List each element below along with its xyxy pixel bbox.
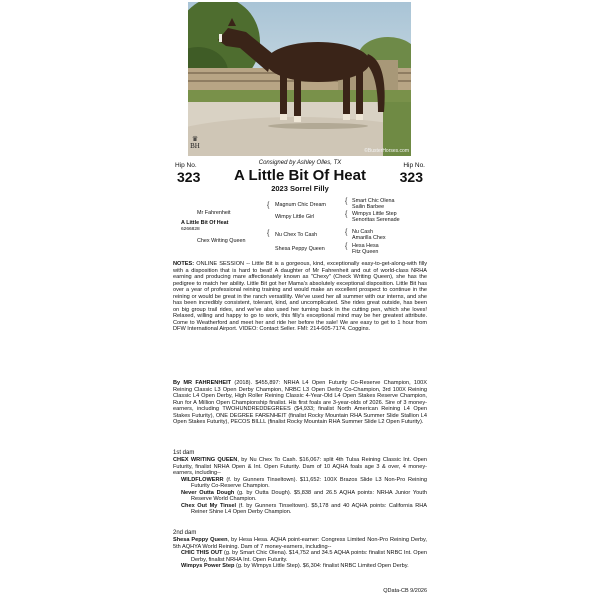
footer-code: QData-CB 9/2026 xyxy=(383,588,427,594)
hip-number-right: 323 xyxy=(399,169,423,185)
sire-lead: By MR FAHRENHEIT xyxy=(173,380,232,386)
hip-number-left: 323 xyxy=(177,169,201,185)
produce-text: (g. by Smart Chic Olena). $14,752 and 34.5 AQHA points: finalist NRBC Int. Open Derby, finalist NRHA Int. Open Futurity. xyxy=(191,550,427,563)
second-dam-section xyxy=(173,530,427,570)
pedigree-bracket: { xyxy=(345,243,348,250)
pedigree-ggp: Hesa Hesa xyxy=(352,243,379,249)
pedigree-bracket: { xyxy=(345,229,348,236)
sire-paragraph xyxy=(173,380,427,426)
produce-name: CHIC THIS OUT xyxy=(181,550,223,557)
pedigree-sire-sire: Magnum Chic Dream xyxy=(275,202,326,208)
pedigree-reg-number: 6266828 xyxy=(181,227,200,232)
logo-mark: ♛ xyxy=(191,135,199,143)
produce-item xyxy=(173,563,427,570)
pedigree-ggp: Sailin Barbee xyxy=(352,204,385,210)
pedigree-ggp: Wimpys Little Step xyxy=(352,211,397,217)
pedigree-sire-dam: Wimpy Little Girl xyxy=(275,214,315,220)
horse-name: A Little Bit Of Heat xyxy=(234,167,366,184)
horse-photo xyxy=(188,2,411,156)
produce-item xyxy=(173,503,427,516)
sire-text: (2018). $455,897: NRHA L4 Open Futurity Co-Reserve Champion, 100X Reining Classic L3 Open Derby Champion, NRBC L3 Open Derby Co-Champion, 3rd 100X Reining Classic L4 Open Derby, High Roller Reining Classic 4-Year-Old L4 Open Stakes Reserve Champion, Run for A Million Open Championship finalist. His first foals are 3-year-olds of 2026. Sire of 3 money-earners, including TWOHUNDREDDEGREES ($4,933; finalist North American Reining L4 Open Stakes Futurity), ONE DEGREE FARENHEIT (finalist Rocky Mountain RHA Summer Slide Stallion L4 Open Stakes Futurity), PECOS BILLL (finalist Rocky Mountain RHA Summer Slide L2 Open Futurity). xyxy=(173,380,427,426)
produce-item xyxy=(173,490,427,503)
pedigree-ggp: Smart Chic Olena xyxy=(352,198,395,204)
pedigree-bracket: { xyxy=(345,211,348,218)
horse-description: 2023 Sorrel Filly xyxy=(271,184,329,193)
second-dam-text: , by Hesa Hesa. AQHA point-earner: Congress Limited Non-Pro Reining Derby, 5th AQHYA World Reining. Dam of 7 money-earners, including-- xyxy=(173,537,427,550)
first-dam-paragraph xyxy=(173,457,427,477)
pedigree-ggp: Nu Cash xyxy=(352,229,373,235)
pedigree-bracket: { xyxy=(345,198,348,205)
produce-text: (g. by Wimpys Little Step). $6,304: finalist NRBC Limited Open Derby. xyxy=(234,563,409,570)
catalog-page xyxy=(169,0,431,600)
horse-photo-image xyxy=(188,2,411,156)
notes-paragraph xyxy=(173,261,427,333)
pedigree-subject: A Little Bit Of Heat xyxy=(181,220,229,226)
notes-text: ONLINE SESSION -- Little Bit is a gorgeous, kind, exceptionally easy-to-get-along-with filly with a disposition that is hard to beat! A daughter of Mr Fahrenheit and out of world-class NRHA earning and producing mare affectionately known as "Chexy" (Check Writing Queen), she has the pedigree to match her ability. Little Bit got her Mama's absolutely exceptional disposition. Little Bit has over a year of professional reining training and would make an excellent prospect to continue in the reining or would be great in the ranch versatility. We've used her all summer with our interns, and she has been incredibly consistent, tolerant, kind, and uncomplicated. She rides great outside, has been on big group trail rides, and we've also used her turning back in the cutting pen, which she loves! Relaxed, willing and happy to go to work, this filly's exceptional mind may be her greatest attribute. Come to Weatherford and meet her and ride her before the sale! We are easy to get to 1 hour from DFW International Airport. VIDEO: Contact Seller. FMI: 214-605-7174. Coggins. xyxy=(173,261,427,333)
first-dam-name: CHEX WRITING QUEEN xyxy=(173,457,238,463)
first-dam-text: , by Nu Chex To Cash. $16,067: split 4th Tulsa Reining Classic Int. Open Futurity, finalist NRHA Open & Int. Open Futurity. Dam of 10 AQHA foals age 3 & over, 4 money-earners, including-- xyxy=(173,457,427,477)
pedigree-sire: Mr Fahrenheit xyxy=(197,210,231,216)
pedigree-dam: Chex Writing Queen xyxy=(197,238,246,244)
hip-label-right: Hip No. xyxy=(403,162,425,169)
hip-label-left: Hip No. xyxy=(175,162,197,169)
produce-text: (f. by Gunners Tinseltown). $5,178 and 40 AQHA points: California RHA Reiner Shine L4 Open Derby Champion. xyxy=(191,502,427,516)
produce-name: WILDFLOWERR xyxy=(181,476,224,483)
first-dam-section xyxy=(173,450,427,516)
second-dam-heading: 2nd dam xyxy=(173,530,197,536)
consigner-line: Consigned by Ashley Olles, TX xyxy=(258,160,342,166)
brand-logo xyxy=(188,136,202,152)
produce-name: Chex Out My Tinsel xyxy=(181,502,237,509)
pedigree-ggp: Senoritas Serenade xyxy=(352,217,400,223)
pedigree-bracket: { xyxy=(267,230,270,237)
produce-name: Never Outta Dough xyxy=(181,489,235,496)
notes-label: NOTES: xyxy=(173,261,195,267)
pedigree-dam-sire: Nu Chex To Cash xyxy=(275,232,318,238)
produce-name: Wimpys Power Step xyxy=(181,563,235,570)
pedigree-ggp: Fitz Queen xyxy=(352,249,379,255)
photo-credit: ©BusterHorses.com xyxy=(364,148,409,154)
second-dam-paragraph xyxy=(173,537,427,550)
pedigree-dam-dam: Shesa Peppy Queen xyxy=(275,246,325,252)
produce-text: (g. by Outta Dough). $5,838 and 26.5 AQHA points: NRHA Junior Youth Reserve World Champion. xyxy=(191,489,427,503)
produce-text: (f. by Gunners Tinseltown). $11,652: 100X Brazos Slide L3 Non-Pro Reining Futurity Co-Reserve Champion. xyxy=(191,476,427,490)
produce-item xyxy=(173,550,427,563)
produce-item xyxy=(173,477,427,490)
second-dam-name: Shesa Peppy Queen xyxy=(173,537,228,543)
pedigree-ggp: Amarilla Chex xyxy=(352,235,386,241)
first-dam-heading: 1st dam xyxy=(173,450,195,456)
pedigree-bracket: { xyxy=(267,202,270,209)
logo-text: BH xyxy=(190,142,200,150)
